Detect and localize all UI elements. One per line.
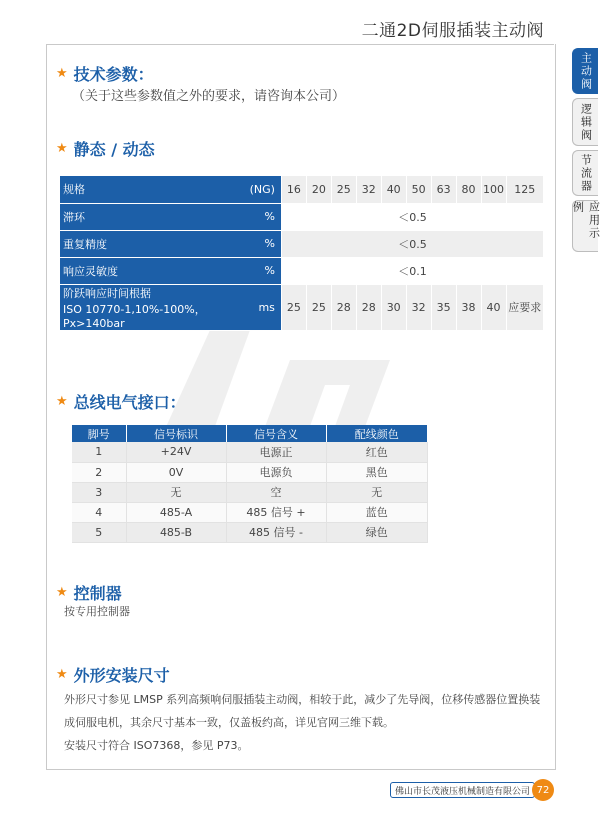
bus-table (72, 425, 428, 543)
param-unit: % (250, 203, 282, 230)
bus-cell: 4 (72, 502, 126, 522)
param-label: 响应灵敏度 (60, 257, 250, 284)
bus-cell: 2 (72, 462, 126, 482)
bus-header: 配线颜色 (326, 425, 428, 442)
star-icon: ★ (56, 394, 68, 409)
param-value: 50 (406, 176, 431, 203)
bus-cell: 485-A (126, 502, 226, 522)
param-unit: % (250, 257, 282, 284)
param-value: 32 (406, 284, 431, 330)
page-footer (390, 779, 554, 801)
param-label-line1: 阶跃响应时间根据 (63, 286, 151, 300)
param-value: 125 (506, 176, 543, 203)
param-value: 100 (481, 176, 506, 203)
company-name: 佛山市长茂液压机械制造有限公司 (390, 782, 535, 798)
param-value: 30 (381, 284, 406, 330)
param-value: 28 (356, 284, 381, 330)
param-value: 32 (356, 176, 381, 203)
bus-cell: 1 (72, 442, 126, 462)
param-value: 28 (331, 284, 356, 330)
param-value: 25 (306, 284, 331, 330)
bus-cell: 绿色 (326, 522, 428, 542)
install-title-text: 外形安装尺寸 (73, 666, 170, 685)
bus-cell: +24V (126, 442, 226, 462)
bus-cell: 电源负 (226, 462, 326, 482)
param-value: 25 (281, 284, 306, 330)
bus-row (72, 502, 428, 522)
tech-note: （关于这些参数值之外的要求，请咨询本公司） (72, 89, 346, 104)
page-number: 72 (532, 779, 554, 801)
static-dynamic-title (56, 137, 155, 160)
install-paragraph-2: 安装尺寸符合 ISO7368，参见 P73。 (64, 739, 249, 752)
controller-text: 按专用控制器 (64, 605, 130, 618)
bus-header: 脚号 (72, 425, 126, 442)
param-label: 重复精度 (60, 230, 250, 257)
bus-row (72, 482, 428, 502)
param-merged-value: ＜0.5 (281, 230, 543, 257)
param-label: 规格 (60, 176, 250, 203)
param-value: 40 (381, 176, 406, 203)
bus-cell: 3 (72, 482, 126, 502)
side-tab-throttle[interactable]: 节流器 (572, 150, 598, 196)
bus-cell: 空 (226, 482, 326, 502)
param-merged-value: ＜0.5 (281, 203, 543, 230)
star-icon: ★ (56, 585, 68, 600)
bus-cell: 无 (126, 482, 226, 502)
param-value: 63 (431, 176, 456, 203)
params-row-repeatability (60, 230, 543, 257)
param-value: 38 (456, 284, 481, 330)
params-table (60, 176, 543, 331)
star-icon: ★ (56, 66, 68, 81)
params-row-hysteresis (60, 203, 543, 230)
bus-cell: 485-B (126, 522, 226, 542)
bus-cell: 黑色 (326, 462, 428, 482)
param-value: 40 (481, 284, 506, 330)
param-unit: (NG) (250, 176, 282, 203)
params-row-step-response (60, 284, 543, 330)
bus-row (72, 462, 428, 482)
install-section-title (56, 663, 170, 686)
side-tab-examples[interactable]: 应用示例 (572, 200, 598, 252)
controller-title-text: 控制器 (73, 584, 122, 603)
param-value: 应要求 (506, 284, 543, 330)
param-unit: ms (250, 284, 282, 330)
static-dynamic-title-text: 静态 / 动态 (73, 140, 155, 159)
page-header-title: 二通2D伺服插装主动阀 (361, 21, 544, 41)
bus-cell: 蓝色 (326, 502, 428, 522)
bus-cell: 红色 (326, 442, 428, 462)
param-merged-value: ＜0.1 (281, 257, 543, 284)
param-value: 80 (456, 176, 481, 203)
tech-title-text: 技术参数： (73, 65, 154, 84)
star-icon: ★ (56, 141, 68, 156)
bus-title-text: 总线电气接口： (73, 393, 186, 412)
param-label (60, 284, 250, 330)
params-row-size (60, 176, 543, 203)
param-unit: % (250, 230, 282, 257)
side-tabs (572, 48, 600, 256)
bus-header: 信号含义 (226, 425, 326, 442)
param-label: 滞环 (60, 203, 250, 230)
bus-row (72, 522, 428, 542)
side-tab-main-valve[interactable]: 主动阀 (572, 48, 598, 94)
star-icon: ★ (56, 667, 68, 682)
bus-cell: 485 信号 - (226, 522, 326, 542)
param-value: 35 (431, 284, 456, 330)
param-label-line2: ISO 10770-1,10%-100%，Px>140bar (63, 302, 206, 330)
bus-section-title (56, 390, 186, 413)
bus-cell: 5 (72, 522, 126, 542)
param-value: 16 (281, 176, 306, 203)
install-paragraph-1: 外形尺寸参见 LMSP 系列高频响伺服插装主动阀，相较于此，减少了先导阀，位移传感器位置换装成伺服电机，其余尺寸基本一致，仅盖板约高，详见官网三维下载。 (64, 693, 541, 729)
bus-header: 信号标识 (126, 425, 226, 442)
param-value: 25 (331, 176, 356, 203)
side-tab-logic-valve[interactable]: 逻辑阀 (572, 98, 598, 146)
bus-cell: 电源正 (226, 442, 326, 462)
bus-cell: 485 信号 + (226, 502, 326, 522)
bus-cell: 0V (126, 462, 226, 482)
params-row-sensitivity (60, 257, 543, 284)
bus-header-row (72, 425, 428, 442)
tech-section-title (56, 62, 154, 85)
bus-cell: 无 (326, 482, 428, 502)
bus-row (72, 442, 428, 462)
param-value: 20 (306, 176, 331, 203)
